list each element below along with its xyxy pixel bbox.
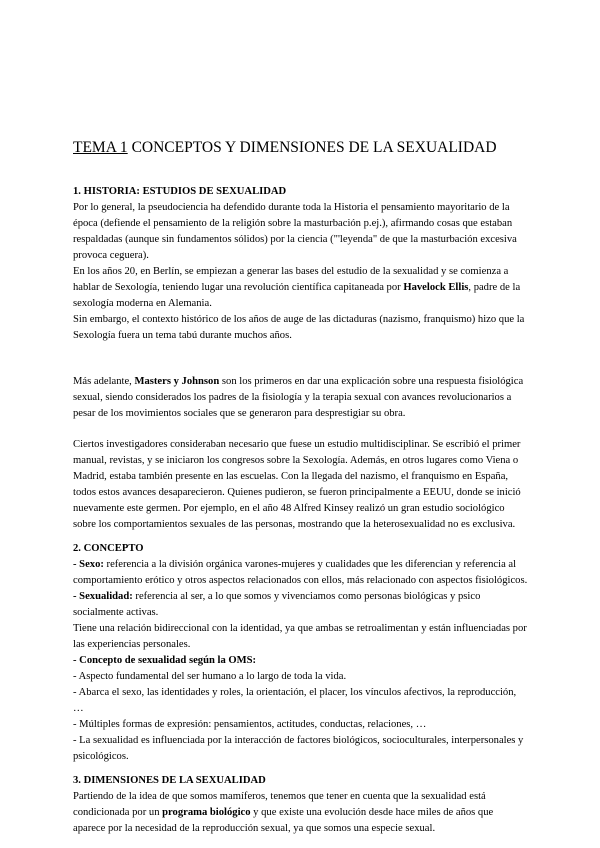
text-run: Más adelante, [73,376,135,387]
section-1-paragraph-4 [73,374,528,422]
text-run: referencia al ser, a lo que somos y vivenciamos como personas biológicas y psico socialmente activas. [73,591,481,618]
section-3-heading: 3. DIMENSIONES DE LA SEXUALIDAD [73,775,266,786]
section-1-paragraph-3: Sin embargo, el contexto histórico de los años de auge de las dictaduras (nazismo, franquismo) hizo que la Sexología fuera un tema tabú durante muchos años. [73,314,525,341]
relation-paragraph: Tiene una relación bidireccional con la identidad, ya que ambas se retroalimentan y están influenciadas por las experiencias personales. [73,623,527,650]
definition-sexualidad [73,589,528,621]
page-title [73,139,553,157]
oms-item: - Aspecto fundamental del ser humano a lo largo de toda la vida. [73,671,347,682]
oms-item: - La sexualidad es influenciada por la interacción de factores biológicos, socioculturales, interpersonales y psicológicos. [73,735,524,762]
section-2-heading: 2. CONCEPTO [73,543,144,554]
section-1-heading: 1. HISTORIA: ESTUDIOS DE SEXUALIDAD [73,186,287,197]
title-number: TEMA 1 [73,139,128,156]
section-1-paragraph-2 [73,264,528,312]
document-body [73,184,528,837]
oms-item: - Abarca el sexo, las identidades y roles, la orientación, el placer, los vínculos afectivos, la reproducción, … [73,687,517,714]
term-label: - Sexo: [73,559,104,570]
section-1-paragraph-5: Ciertos investigadores consideraban necesario que fuese un estudio multidisciplinar. Se escribió el primer manual, revistas, y se iniciaron los congresos sobre la Sexología. Además, en otros lugares como Viena o Madrid, estaba también presente en las escuelas. Con la llegada del nazismo, el franquismo en España, todos estos avances desaparecieron. Quienes pudieron, se fueron principalmente a EEUU, donde se inició nuevamente este germen. Por ejemplo, en el año 48 Alfred Kinsey realizó un gran estudio sociológico sobre los comportamientos sexuales de las personas, mostrando que la heterosexualidad no es exclusiva. [73,439,521,530]
text-run: son los primeros en dar una explicación sobre una respuesta fisiológica sexual, siendo considerados los padres de la fisiología y la terapia sexual con avances revolucionarios a pesar de los movimientos sociales que se generaron para desprestigiar su obra. [73,376,524,419]
section-3-paragraph-1 [73,789,528,837]
text-run: Partiendo de la idea de que somos mamíferos, tenemos que tener en cuenta que la sexualidad está condicionada por un [73,791,486,818]
bold-term-programa-biologico: programa biológico [162,807,251,818]
oms-item: - Múltiples formas de expresión: pensamientos, actitudes, conductas, relaciones, … [73,719,427,730]
text-run: referencia a la división orgánica varones-mujeres y cualidades que les diferencian y referencia al comportamiento erótico y otros aspectos relacionados con ellos, más relacionado con aspectos fisiológicos. [73,559,528,586]
bold-name-havelock-ellis: Havelock Ellis [403,282,469,293]
definition-sexo [73,557,528,589]
oms-concept-label: - Concepto de sexualidad según la OMS: [73,655,257,666]
title-text: CONCEPTOS Y DIMENSIONES DE LA SEXUALIDAD [127,139,497,156]
text-run: En los años 20, en Berlín, se empiezan a generar las bases del estudio de la sexualidad y se comienza a hablar de Sexología, teniendo lugar una revolución científica capitaneada por [73,266,509,293]
section-1-paragraph-1: Por lo general, la pseudociencia ha defendido durante toda la Historia el pensamiento mayoritario de la época (defiende el pensamiento de la religión sobre la masturbación p.ej.), afirmando cosas que estaban respaldadas (aunque sin fundamentos sólidos) por la ciencia ("'leyenda" de que la masturbación excesiva provoca ceguera). [73,202,517,261]
text-run: , padre de la sexología moderna en Alemania. [73,282,521,309]
term-label: - Sexualidad: [73,591,133,602]
text-run: y que existe una evolución desde hace miles de años que aparece por la necesidad de la reproducción sexual, ya que somos una especie sexual. [73,807,494,834]
bold-name-masters-johnson: Masters y Johnson [134,376,220,387]
